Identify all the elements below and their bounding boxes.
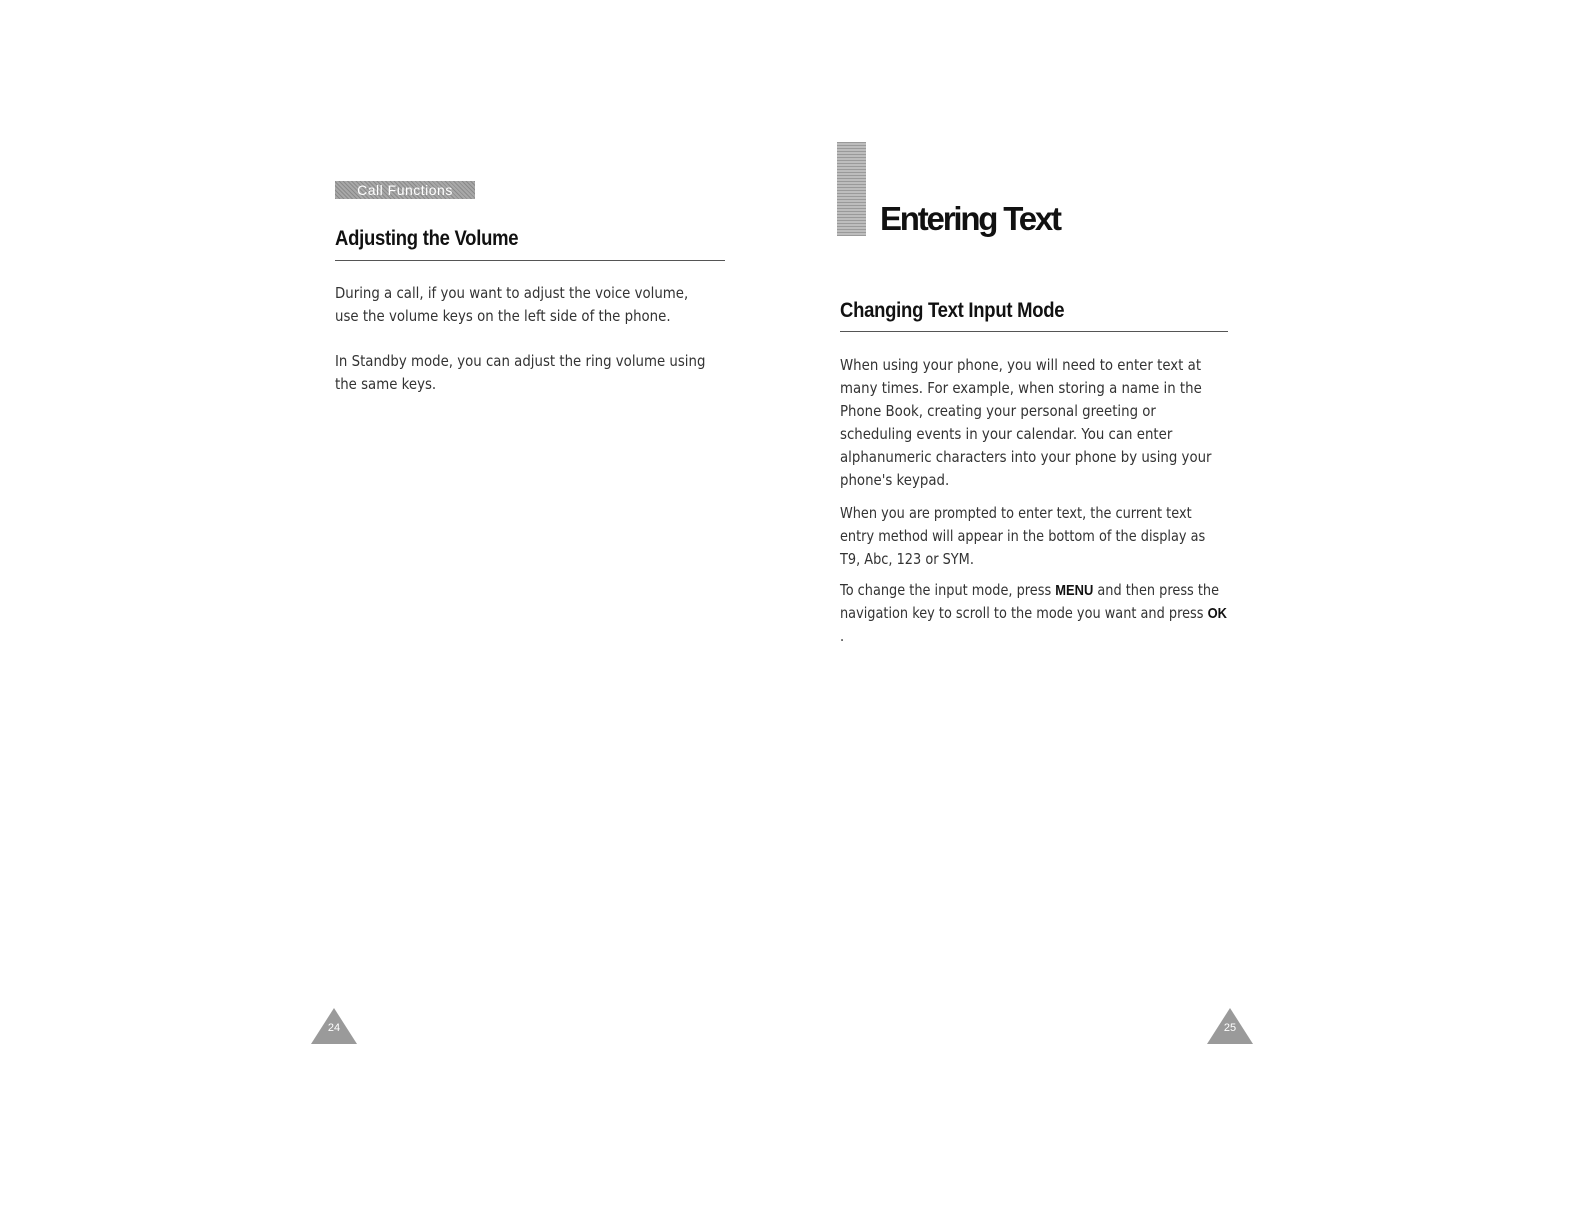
heading-rule-right bbox=[840, 331, 1228, 332]
ok-key-label: OK bbox=[1207, 605, 1227, 622]
volume-paragraph-1: During a call, if you want to adjust the voice volume, use the volume keys on the left side of the phone. bbox=[335, 284, 689, 325]
section-heading-text-input-mode: Changing Text Input Mode bbox=[840, 299, 1065, 322]
paragraph-3-text-after: . bbox=[840, 627, 845, 645]
section-heading-adjusting-volume: Adjusting the Volume bbox=[335, 227, 519, 250]
page-number-left-label: 24 bbox=[327, 1022, 341, 1034]
menu-key-label: MENU bbox=[1055, 582, 1094, 599]
chapter-title: Entering Text bbox=[880, 200, 1060, 237]
chapter-bar-decoration bbox=[837, 142, 866, 236]
page-number-left bbox=[311, 1008, 357, 1044]
page-number-right bbox=[1207, 1008, 1253, 1044]
page-number-right-label: 25 bbox=[1223, 1022, 1237, 1034]
text-entry-paragraph-3 bbox=[840, 579, 1227, 648]
paragraph-3-text-middle: and then press the navigation key to scroll to the mode you want and press bbox=[840, 581, 1220, 622]
text-entry-paragraph-1: When using your phone, you will need to enter text at many times. For example, when storing a name in the Phone Book, creating your personal greeting or scheduling events in your calendar. You can enter alphanumeric characters into your phone by using your phone's keypad. bbox=[840, 356, 1212, 489]
volume-paragraph-2: In Standby mode, you can adjust the ring volume using the same keys. bbox=[335, 352, 706, 393]
heading-rule bbox=[335, 260, 725, 261]
text-entry-paragraph-2: When you are prompted to enter text, the current text entry method will appear in the bottom of the display as T9, Abc, 123 or SYM. bbox=[840, 504, 1206, 568]
paragraph-3-text-before: To change the input mode, press bbox=[840, 581, 1056, 599]
section-tab-call-functions: Call Functions bbox=[335, 181, 475, 199]
